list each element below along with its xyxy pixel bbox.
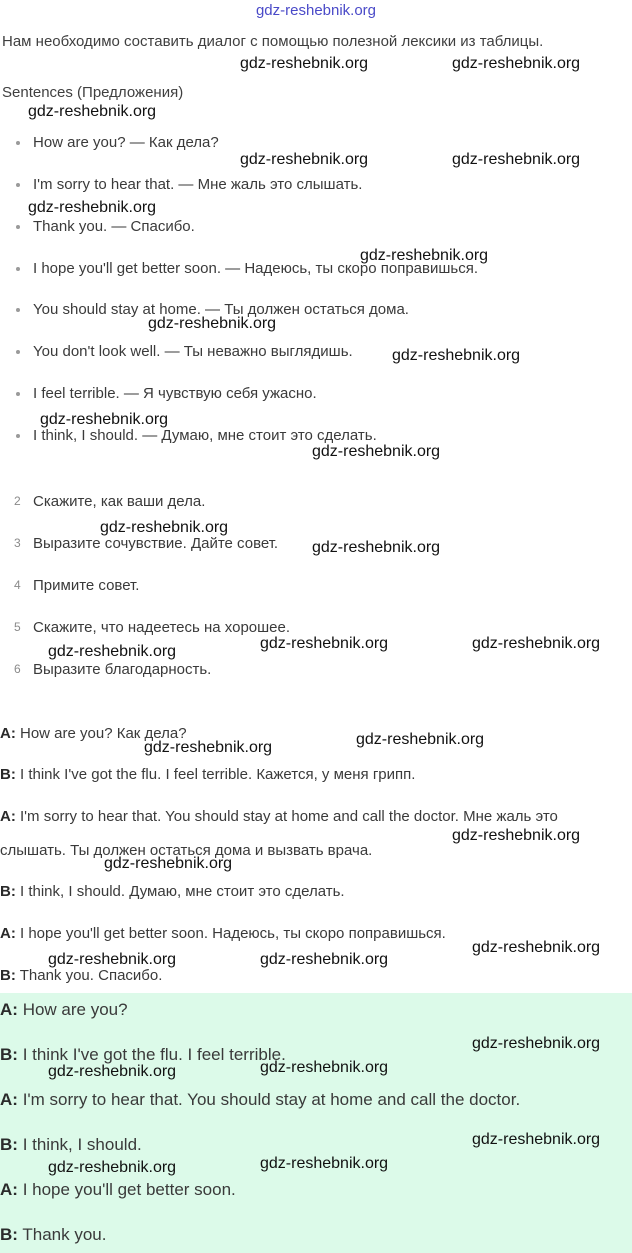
- watermark: gdz-reshebnik.org: [472, 1131, 601, 1148]
- site-header-link[interactable]: gdz-reshebnik.org: [255, 2, 377, 19]
- watermark: gdz-reshebnik.org: [312, 539, 441, 556]
- speaker-label: A:: [0, 1180, 18, 1199]
- speaker-label: A:: [0, 925, 16, 942]
- watermark: gdz-reshebnik.org: [260, 951, 389, 968]
- answer-text: I hope you'll get better soon.: [22, 1180, 236, 1199]
- list-item-text: Thank you. — Спасибо.: [33, 218, 195, 235]
- answer-text: I think I've got the flu. I feel terrible.: [22, 1045, 286, 1064]
- watermark: gdz-reshebnik.org: [356, 731, 485, 748]
- watermark: gdz-reshebnik.org: [144, 739, 273, 756]
- watermark: gdz-reshebnik.org: [100, 519, 229, 536]
- watermark: gdz-reshebnik.org: [48, 951, 177, 968]
- sentences-title: Sentences (Предложения): [2, 84, 184, 101]
- bullet-icon: [16, 392, 20, 396]
- step-text: Скажите, что надеетесь на хорошее.: [33, 619, 291, 636]
- answer-text: I think, I should.: [22, 1135, 142, 1154]
- watermark: gdz-reshebnik.org: [452, 55, 581, 72]
- step-number: 6: [14, 662, 21, 676]
- dialog-line: [0, 766, 415, 783]
- step-number: 3: [14, 536, 21, 550]
- speaker-label: B:: [0, 1225, 18, 1244]
- watermark: gdz-reshebnik.org: [472, 1035, 601, 1052]
- answer-line: [0, 1135, 142, 1155]
- bullet-icon: [16, 350, 20, 354]
- answer-box: [0, 993, 632, 1253]
- speaker-label: A:: [0, 808, 16, 825]
- bullet-icon: [16, 141, 20, 145]
- watermark: gdz-reshebnik.org: [28, 103, 157, 120]
- intro-text: Нам необходимо составить диалог с помощью полезной лексики из таблицы.: [2, 33, 544, 50]
- speaker-label: B:: [0, 766, 16, 783]
- dialog-text: Thank you. Спасибо.: [19, 967, 163, 984]
- dialog-line: [0, 967, 162, 984]
- step-number: 4: [14, 578, 21, 592]
- speaker-label: B:: [0, 883, 16, 900]
- answer-line: [0, 1225, 106, 1245]
- watermark: gdz-reshebnik.org: [104, 855, 233, 872]
- dialog-line: [0, 808, 558, 825]
- speaker-label: A:: [0, 1090, 18, 1109]
- answer-text: How are you?: [22, 1000, 128, 1019]
- watermark: gdz-reshebnik.org: [48, 1159, 177, 1176]
- dialog-line: [0, 883, 345, 900]
- watermark: gdz-reshebnik.org: [260, 1155, 389, 1172]
- watermark: gdz-reshebnik.org: [40, 411, 169, 428]
- watermark: gdz-reshebnik.org: [472, 939, 601, 956]
- dialog-text: I think, I should. Думаю, мне стоит это сделать.: [20, 883, 345, 900]
- watermark: gdz-reshebnik.org: [260, 1059, 389, 1076]
- bullet-icon: [16, 225, 20, 229]
- speaker-label: B:: [0, 1045, 18, 1064]
- watermark: gdz-reshebnik.org: [452, 151, 581, 168]
- bullet-icon: [16, 267, 20, 271]
- step-number: 5: [14, 620, 21, 634]
- dialog-text: слышать. Ты должен остаться дома и вызвать врача.: [0, 842, 373, 859]
- watermark: gdz-reshebnik.org: [452, 827, 581, 844]
- answer-text: Thank you.: [22, 1225, 107, 1244]
- watermark: gdz-reshebnik.org: [472, 635, 601, 652]
- speaker-label: B:: [0, 967, 16, 984]
- step-number: 2: [14, 494, 21, 508]
- bullet-icon: [16, 308, 20, 312]
- watermark: gdz-reshebnik.org: [48, 1063, 177, 1080]
- watermark: gdz-reshebnik.org: [240, 55, 369, 72]
- list-item-text: You should stay at home. — Ты должен остаться дома.: [33, 301, 409, 318]
- dialog-text: How are you? Как дела?: [20, 725, 187, 742]
- bullet-icon: [16, 434, 20, 438]
- step-text: Выразите сочувствие. Дайте совет.: [33, 535, 279, 552]
- answer-line: [0, 1180, 236, 1200]
- list-item-text: I feel terrible. — Я чувствую себя ужасно.: [33, 385, 317, 402]
- watermark: gdz-reshebnik.org: [240, 151, 369, 168]
- answer-line: [0, 1045, 286, 1065]
- bullet-icon: [16, 183, 20, 187]
- speaker-label: A:: [0, 1000, 18, 1019]
- step-text: Скажите, как ваши дела.: [33, 493, 206, 510]
- watermark: gdz-reshebnik.org: [48, 643, 177, 660]
- watermark: gdz-reshebnik.org: [260, 635, 389, 652]
- list-item-text: You don't look well. — Ты неважно выглядишь.: [33, 343, 353, 360]
- speaker-label: B:: [0, 1135, 18, 1154]
- list-item-text: I hope you'll get better soon. — Надеюсь, ты скоро поправишься.: [33, 260, 478, 277]
- list-item-text: I think, I should. — Думаю, мне стоит это сделать.: [33, 427, 377, 444]
- watermark: gdz-reshebnik.org: [28, 199, 157, 216]
- dialog-text: I think I've got the flu. I feel terrible. Кажется, у меня грипп.: [20, 766, 416, 783]
- speaker-label: A:: [0, 725, 16, 742]
- step-text: Выразите благодарность.: [33, 661, 212, 678]
- list-item-text: How are you? — Как дела?: [33, 134, 219, 151]
- watermark: gdz-reshebnik.org: [148, 315, 277, 332]
- dialog-line: [0, 925, 446, 942]
- watermark: gdz-reshebnik.org: [360, 247, 489, 264]
- answer-line: [0, 1000, 128, 1020]
- step-text: Примите совет.: [33, 577, 140, 594]
- answer-text: I'm sorry to hear that. You should stay at home and call the doctor.: [22, 1090, 521, 1109]
- watermark: gdz-reshebnik.org: [312, 443, 441, 460]
- answer-line: [0, 1090, 520, 1110]
- watermark: gdz-reshebnik.org: [392, 347, 521, 364]
- dialog-text: I'm sorry to hear that. You should stay at home and call the doctor. Мне жаль это: [20, 808, 558, 825]
- dialog-text: I hope you'll get better soon. Надеюсь, ты скоро поправишься.: [20, 925, 446, 942]
- list-item-text: I'm sorry to hear that. — Мне жаль это слышать.: [33, 176, 363, 193]
